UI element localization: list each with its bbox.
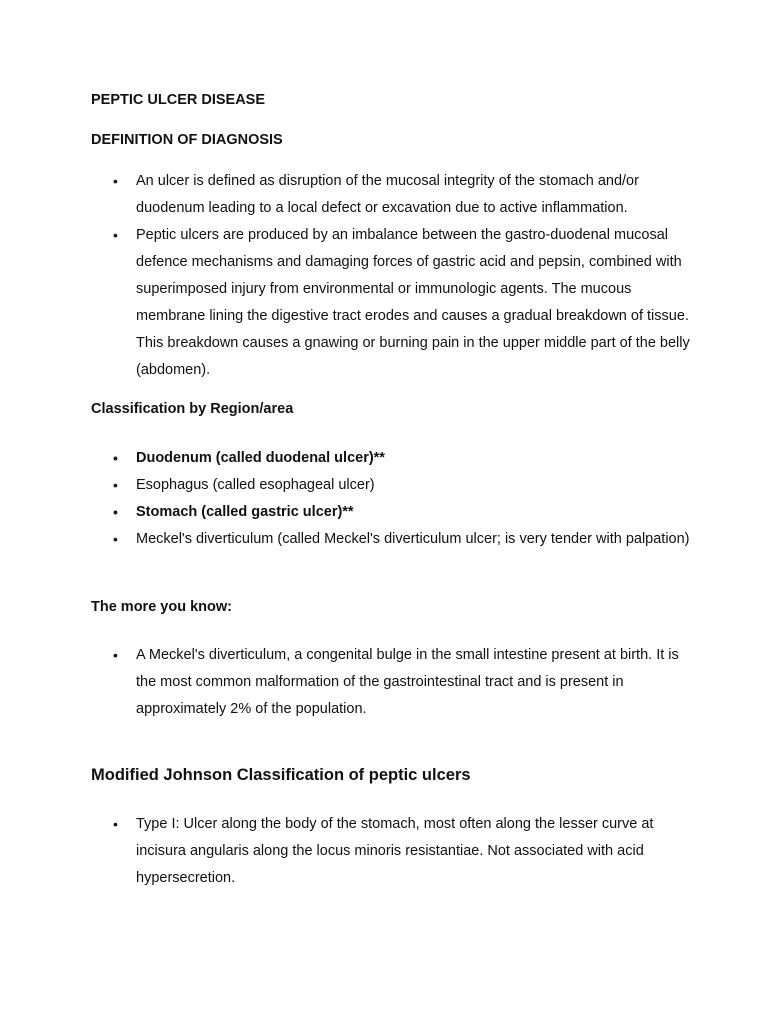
list-item — [0, 168, 696, 222]
classification-heading: Classification by Region/area — [91, 401, 294, 417]
classification-list — [0, 445, 768, 553]
bullet-icon: • — [113, 504, 118, 520]
bullet-icon: • — [113, 173, 118, 189]
list-item — [0, 499, 696, 526]
list-item-text: Type I: Ulcer along the body of the stomach, most often along the lesser curve at incisura angularis along the locus minoris resistantiae. Not associated with acid hypersecretion. — [136, 816, 654, 886]
document-title: PEPTIC ULCER DISEASE — [91, 92, 266, 108]
bullet-icon: • — [113, 227, 118, 243]
list-item-text: A Meckel's diverticulum, a congenital bulge in the small intestine present at birth. It is the most common malformation of the gastrointestinal tract and is present in approximately 2% of the population. — [136, 647, 679, 717]
johnson-heading: Modified Johnson Classification of peptic ulcers — [91, 766, 471, 784]
list-item — [0, 642, 696, 723]
johnson-list — [0, 811, 768, 892]
list-item-text: Esophagus (called esophageal ulcer) — [136, 477, 375, 493]
list-item — [0, 445, 696, 472]
list-item — [0, 472, 696, 499]
know-list — [0, 642, 768, 723]
list-item-text: Peptic ulcers are produced by an imbalance between the gastro-duodenal mucosal defence mechanisms and damaging forces of gastric acid and pepsin, combined with superimposed injury from environmental or immunologic agents. The mucous membrane lining the digestive tract erodes and causes a gradual breakdown of tissue. This breakdown causes a gnawing or burning pain in the upper middle part of the belly (abdomen). — [136, 227, 690, 378]
bullet-icon: • — [113, 477, 118, 493]
bullet-icon: • — [113, 531, 118, 547]
bullet-icon: • — [113, 450, 118, 466]
list-item-text: Stomach (called gastric ulcer)** — [136, 504, 354, 520]
list-item-text: Duodenum (called duodenal ulcer)** — [136, 450, 385, 466]
know-heading: The more you know: — [91, 599, 232, 615]
list-item — [0, 222, 696, 384]
bullet-icon: • — [113, 647, 118, 663]
bullet-icon: • — [113, 816, 118, 832]
definition-heading: DEFINITION OF DIAGNOSIS — [91, 132, 283, 148]
list-item-text: An ulcer is defined as disruption of the mucosal integrity of the stomach and/or duodenum leading to a local defect or excavation due to active inflammation. — [136, 173, 639, 216]
list-item — [0, 526, 696, 553]
list-item-text: Meckel's diverticulum (called Meckel's diverticulum ulcer; is very tender with palpation) — [136, 531, 690, 547]
definition-list — [0, 168, 768, 384]
list-item — [0, 811, 696, 892]
